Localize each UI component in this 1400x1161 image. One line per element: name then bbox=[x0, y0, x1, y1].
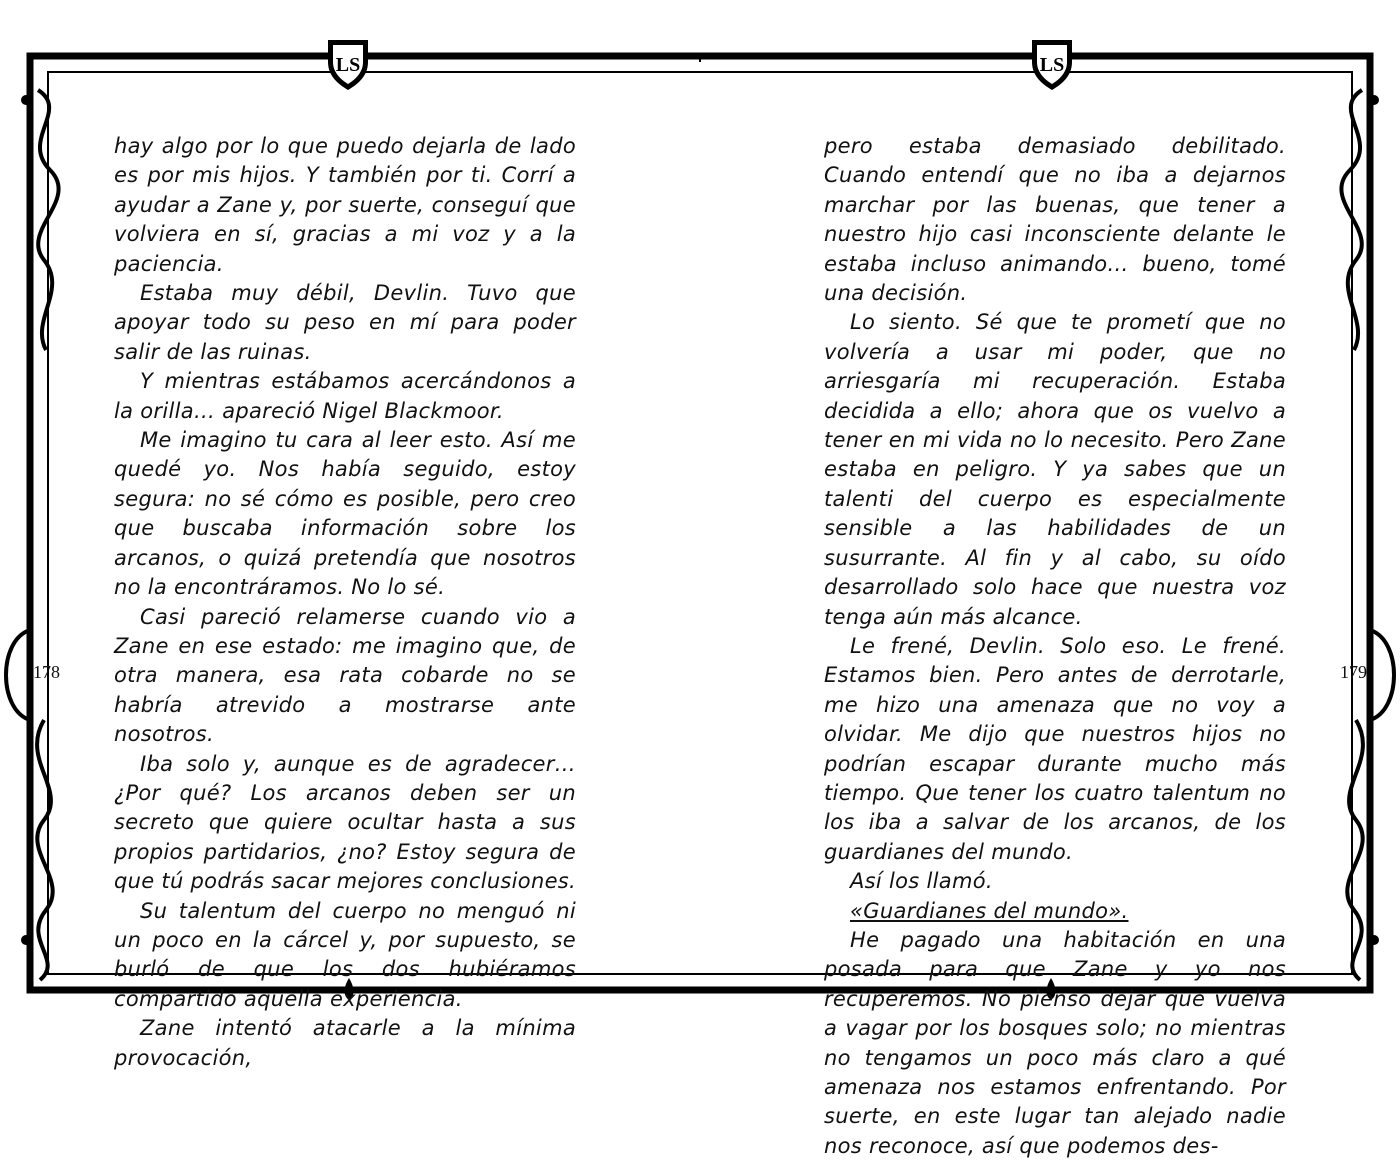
right-page-text bbox=[824, 132, 1286, 1161]
paragraph: Casi pareció relamerse cuando vio a Zane en ese estado: me imagino que, de otra manera, esa rata cobarde no se habría atrevido a mostrarse ante nosotros. bbox=[114, 604, 576, 747]
left-page-number-tab bbox=[6, 630, 30, 720]
paragraph: He pagado una habitación en una posada para que Zane y yo nos recuperemos. No pienso dejar que vuelva a vagar por los bosques solo; no mientras no tengamos un poco más claro a qué amenaza nos estamos enfrentando. Por suerte, en este lugar tan alejado nadie nos reconoce, así que podemos des- bbox=[824, 927, 1286, 1158]
right-page-number: 179 bbox=[1340, 662, 1367, 682]
paragraph: Su talentum del cuerpo no menguó ni un poco en la cárcel y, por supuesto, se burló de que los dos hubiéramos compartido aquella experiencia. bbox=[114, 898, 576, 1011]
left-page-number: 178 bbox=[33, 662, 60, 682]
right-logo-text: LS bbox=[1039, 54, 1065, 76]
paragraph bbox=[824, 897, 1286, 926]
left-logo-text: LS bbox=[335, 54, 361, 76]
underlined-phrase: «Guardianes del mundo». bbox=[850, 898, 1129, 923]
paragraph: pero estaba demasiado debilitado. Cuando entendí que no iba a dejarnos marchar por las buenas, que tener a nuestro hijo casi inconsciente delante le estaba incluso animando… bueno, tomé una decisión. bbox=[824, 134, 1286, 306]
paragraph: Me imagino tu cara al leer esto. Así me quedé yo. Nos había seguido, estoy segura: no sé cómo es posible, pero creo que buscaba información sobre los arcanos, o quizá pretendía que nosotros no la encontráramos. No lo sé. bbox=[114, 428, 576, 600]
paragraph: Así los llamó. bbox=[850, 869, 993, 894]
paragraph: Iba solo y, aunque es de agradecer… ¿Por qué? Los arcanos deben ser un secreto que quiere ocultar hasta a sus propios partidarios, ¿no? Estoy segura de que tú podrás sacar mejores conclusiones. bbox=[114, 751, 577, 894]
left-page-text bbox=[114, 132, 576, 1073]
right-page-number-tab bbox=[1370, 630, 1394, 720]
paragraph: hay algo por lo que puedo dejarla de lado es por mis hijos. Y también por ti. Corrí a ayudar a Zane y, por suerte, conseguí que volviera en sí, gracias a mi voz y a la paciencia. bbox=[114, 134, 576, 276]
paragraph: Lo siento. Sé que te prometí que no volvería a usar mi poder, que no arriesgaría mi recuperación. Estaba decidida a ello; ahora que os vuelvo a tener en mi vida no lo necesito. Pero Zane estaba en peligro. Y ya sabes que un talenti del cuerpo es especialmente sensible a las habilidades de un susurrante. Al fin y al cabo, su oído desarrollado solo hace que nuestra voz tenga aún más alcance. bbox=[824, 310, 1286, 629]
paragraph: Y mientras estábamos acercándonos a la orilla… apareció Nigel Blackmoor. bbox=[114, 369, 576, 423]
paragraph: Le frené, Devlin. Solo eso. Le frené. Estamos bien. Pero antes de derrotarle, me hizo una amenaza que no voy a olvidar. Me dijo que nuestros hijos no podrían escapar durante mucho más tiempo. Que tener los cuatro talentum no los iba a salvar de los arcanos, de los guardianes del mundo. bbox=[824, 633, 1286, 864]
paragraph: Estaba muy débil, Devlin. Tuvo que apoyar todo su peso en mí para poder salir de las ruinas. bbox=[114, 281, 576, 364]
paragraph: Zane intentó atacarle a la mínima provocación, bbox=[114, 1016, 576, 1070]
